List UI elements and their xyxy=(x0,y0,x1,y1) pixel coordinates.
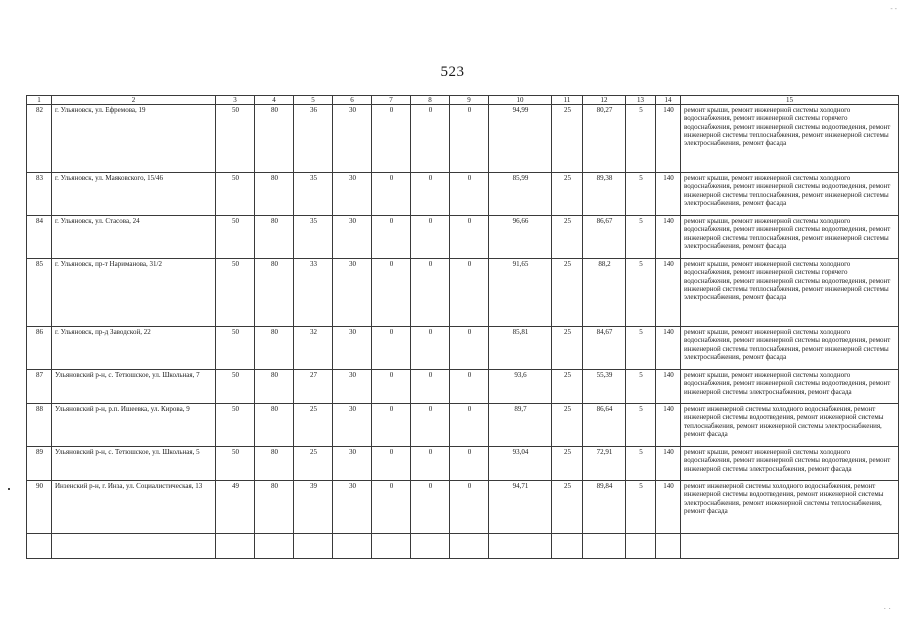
row-number: 82 xyxy=(27,105,52,173)
col-header-5: 5 xyxy=(294,96,333,105)
value-cell-5: 35 xyxy=(294,216,333,259)
value-cell-7: 0 xyxy=(372,105,411,173)
value-cell-12: 72,91 xyxy=(583,447,626,481)
value-cell-14: 140 xyxy=(656,327,681,370)
value-cell-9: 0 xyxy=(450,216,489,259)
value-cell-6: 30 xyxy=(333,105,372,173)
value-cell-11: 25 xyxy=(552,327,583,370)
empty-cell xyxy=(656,534,681,559)
empty-cell xyxy=(411,534,450,559)
value-cell-5: 36 xyxy=(294,105,333,173)
value-cell-10: 91,65 xyxy=(489,259,552,327)
address-cell: г. Ульяновск, пр-д Заводской, 22 xyxy=(52,327,216,370)
value-cell-13: 5 xyxy=(626,173,656,216)
works-cell: ремонт крыши, ремонт инженерной системы холодного водоснабжения, ремонт инженерной системы водоотведения, ремонт инженерной системы электроснабжения, ремонт фасада xyxy=(681,370,899,404)
row-number: 88 xyxy=(27,404,52,447)
col-header-1: 1 xyxy=(27,96,52,105)
value-cell-7: 0 xyxy=(372,447,411,481)
value-cell-12: 89,84 xyxy=(583,481,626,534)
value-cell-4: 80 xyxy=(255,404,294,447)
works-cell: ремонт крыши, ремонт инженерной системы холодного водоснабжения, ремонт инженерной системы водоотведения, ремонт инженерной системы теплоснабжения, ремонт инженерной системы электроснабжения, ремонт фасада xyxy=(681,216,899,259)
value-cell-12: 84,67 xyxy=(583,327,626,370)
row-number: 84 xyxy=(27,216,52,259)
table-row xyxy=(27,259,899,327)
value-cell-10: 94,71 xyxy=(489,481,552,534)
value-cell-6: 30 xyxy=(333,173,372,216)
col-header-2: 2 xyxy=(52,96,216,105)
value-cell-4: 80 xyxy=(255,447,294,481)
value-cell-13: 5 xyxy=(626,259,656,327)
value-cell-6: 30 xyxy=(333,447,372,481)
value-cell-3: 50 xyxy=(216,404,255,447)
works-cell: ремонт крыши, ремонт инженерной системы холодного водоснабжения, ремонт инженерной системы горячего водоснабжения, ремонт инженерной системы водоотведения, ремонт инженерной системы теплоснабжения, ремонт инженерной системы электроснабжения, ремонт фасада xyxy=(681,259,899,327)
value-cell-5: 35 xyxy=(294,173,333,216)
corner-mark-bottom: · · xyxy=(883,604,891,613)
value-cell-10: 94,99 xyxy=(489,105,552,173)
value-cell-9: 0 xyxy=(450,481,489,534)
value-cell-14: 140 xyxy=(656,259,681,327)
value-cell-12: 80,27 xyxy=(583,105,626,173)
value-cell-5: 25 xyxy=(294,447,333,481)
value-cell-12: 55,39 xyxy=(583,370,626,404)
value-cell-11: 25 xyxy=(552,105,583,173)
value-cell-12: 88,2 xyxy=(583,259,626,327)
empty-cell xyxy=(489,534,552,559)
value-cell-3: 49 xyxy=(216,481,255,534)
value-cell-4: 80 xyxy=(255,173,294,216)
address-cell: г. Ульяновск, ул. Стасова, 24 xyxy=(52,216,216,259)
empty-cell xyxy=(52,534,216,559)
value-cell-13: 5 xyxy=(626,481,656,534)
table-row xyxy=(27,447,899,481)
value-cell-10: 93,6 xyxy=(489,370,552,404)
works-cell: ремонт крыши, ремонт инженерной системы холодного водоснабжения, ремонт инженерной системы водоотведения, ремонт инженерной системы теплоснабжения, ремонт инженерной системы электроснабжения, ремонт фасада xyxy=(681,173,899,216)
value-cell-12: 86,67 xyxy=(583,216,626,259)
value-cell-8: 0 xyxy=(411,173,450,216)
value-cell-3: 50 xyxy=(216,105,255,173)
value-cell-8: 0 xyxy=(411,447,450,481)
value-cell-8: 0 xyxy=(411,105,450,173)
value-cell-14: 140 xyxy=(656,370,681,404)
repair-schedule-table xyxy=(26,95,899,559)
value-cell-4: 80 xyxy=(255,105,294,173)
value-cell-13: 5 xyxy=(626,327,656,370)
value-cell-14: 140 xyxy=(656,173,681,216)
empty-cell xyxy=(626,534,656,559)
value-cell-14: 140 xyxy=(656,447,681,481)
value-cell-7: 0 xyxy=(372,370,411,404)
col-header-9: 9 xyxy=(450,96,489,105)
works-cell: ремонт крыши, ремонт инженерной системы холодного водоснабжения, ремонт инженерной системы водоотведения, ремонт инженерной системы теплоснабжения, ремонт инженерной системы электроснабжения, ремонт фасада xyxy=(681,327,899,370)
page-number: 523 xyxy=(440,64,465,80)
value-cell-10: 85,81 xyxy=(489,327,552,370)
address-cell: Ульяновский р-н, с. Тетюшское, ул. Школьная, 7 xyxy=(52,370,216,404)
value-cell-5: 25 xyxy=(294,404,333,447)
value-cell-5: 39 xyxy=(294,481,333,534)
empty-cell xyxy=(333,534,372,559)
value-cell-4: 80 xyxy=(255,327,294,370)
works-cell: ремонт инженерной системы холодного водоснабжения, ремонт инженерной системы водоотведения, ремонт инженерной системы электроснабжения, ремонт инженерной системы теплоснабжения, ремонт фасада xyxy=(681,481,899,534)
value-cell-9: 0 xyxy=(450,370,489,404)
header-row xyxy=(27,96,899,105)
empty-cell xyxy=(27,534,52,559)
table-row xyxy=(27,370,899,404)
value-cell-7: 0 xyxy=(372,216,411,259)
table-row xyxy=(27,105,899,173)
value-cell-11: 25 xyxy=(552,481,583,534)
value-cell-8: 0 xyxy=(411,481,450,534)
value-cell-9: 0 xyxy=(450,447,489,481)
table-row xyxy=(27,173,899,216)
value-cell-14: 140 xyxy=(656,404,681,447)
table-row xyxy=(27,327,899,370)
row-number: 85 xyxy=(27,259,52,327)
row-number: 89 xyxy=(27,447,52,481)
empty-cell xyxy=(552,534,583,559)
value-cell-4: 80 xyxy=(255,370,294,404)
empty-cell xyxy=(681,534,899,559)
value-cell-4: 80 xyxy=(255,259,294,327)
value-cell-6: 30 xyxy=(333,404,372,447)
value-cell-9: 0 xyxy=(450,105,489,173)
value-cell-11: 25 xyxy=(552,173,583,216)
value-cell-10: 85,99 xyxy=(489,173,552,216)
value-cell-9: 0 xyxy=(450,259,489,327)
col-header-8: 8 xyxy=(411,96,450,105)
value-cell-7: 0 xyxy=(372,259,411,327)
value-cell-11: 25 xyxy=(552,447,583,481)
value-cell-6: 30 xyxy=(333,216,372,259)
value-cell-3: 50 xyxy=(216,173,255,216)
value-cell-9: 0 xyxy=(450,173,489,216)
empty-cell xyxy=(583,534,626,559)
value-cell-7: 0 xyxy=(372,173,411,216)
address-cell: г. Ульяновск, ул. Ефремова, 19 xyxy=(52,105,216,173)
value-cell-9: 0 xyxy=(450,327,489,370)
empty-cell xyxy=(294,534,333,559)
value-cell-7: 0 xyxy=(372,404,411,447)
value-cell-8: 0 xyxy=(411,327,450,370)
col-header-6: 6 xyxy=(333,96,372,105)
value-cell-14: 140 xyxy=(656,216,681,259)
works-cell: ремонт инженерной системы холодного водоснабжения, ремонт инженерной системы водоотведения, ремонт инженерной системы теплоснабжения, ремонт инженерной системы электроснабжения, ремонт фасада xyxy=(681,404,899,447)
works-cell: ремонт крыши, ремонт инженерной системы холодного водоснабжения, ремонт инженерной системы горячего водоснабжения, ремонт инженерной системы водоотведения, ремонт инженерной системы теплоснабжения, ремонт инженерной системы электроснабжения, ремонт фасада xyxy=(681,105,899,173)
value-cell-14: 140 xyxy=(656,481,681,534)
value-cell-13: 5 xyxy=(626,447,656,481)
empty-row xyxy=(27,534,899,559)
row-number: 90 xyxy=(27,481,52,534)
value-cell-7: 0 xyxy=(372,327,411,370)
corner-mark-top: - - xyxy=(890,6,897,13)
value-cell-11: 25 xyxy=(552,259,583,327)
col-header-10: 10 xyxy=(489,96,552,105)
row-number: 86 xyxy=(27,327,52,370)
value-cell-8: 0 xyxy=(411,216,450,259)
value-cell-8: 0 xyxy=(411,259,450,327)
value-cell-13: 5 xyxy=(626,216,656,259)
value-cell-4: 80 xyxy=(255,481,294,534)
value-cell-3: 50 xyxy=(216,327,255,370)
value-cell-13: 5 xyxy=(626,370,656,404)
empty-cell xyxy=(255,534,294,559)
value-cell-6: 30 xyxy=(333,481,372,534)
address-cell: Инзенский р-н, г. Инза, ул. Социалистическая, 13 xyxy=(52,481,216,534)
row-number: 83 xyxy=(27,173,52,216)
address-cell: г. Ульяновск, пр-т Нариманова, 31/2 xyxy=(52,259,216,327)
value-cell-8: 0 xyxy=(411,370,450,404)
col-header-14: 14 xyxy=(656,96,681,105)
value-cell-9: 0 xyxy=(450,404,489,447)
col-header-15: 15 xyxy=(681,96,899,105)
address-cell: Ульяновский р-н, р.п. Ишеевка, ул. Кирова, 9 xyxy=(52,404,216,447)
value-cell-5: 33 xyxy=(294,259,333,327)
table-row xyxy=(27,481,899,534)
value-cell-4: 80 xyxy=(255,216,294,259)
value-cell-6: 30 xyxy=(333,259,372,327)
address-cell: г. Ульяновск, ул. Маяковского, 15/46 xyxy=(52,173,216,216)
value-cell-8: 0 xyxy=(411,404,450,447)
value-cell-3: 50 xyxy=(216,216,255,259)
col-header-11: 11 xyxy=(552,96,583,105)
row-number: 87 xyxy=(27,370,52,404)
value-cell-6: 30 xyxy=(333,327,372,370)
value-cell-13: 5 xyxy=(626,404,656,447)
col-header-7: 7 xyxy=(372,96,411,105)
value-cell-11: 25 xyxy=(552,216,583,259)
table-row xyxy=(27,404,899,447)
value-cell-11: 25 xyxy=(552,404,583,447)
col-header-13: 13 xyxy=(626,96,656,105)
empty-cell xyxy=(450,534,489,559)
value-cell-10: 93,04 xyxy=(489,447,552,481)
value-cell-10: 96,66 xyxy=(489,216,552,259)
col-header-12: 12 xyxy=(583,96,626,105)
empty-cell xyxy=(216,534,255,559)
value-cell-7: 0 xyxy=(372,481,411,534)
value-cell-13: 5 xyxy=(626,105,656,173)
value-cell-12: 86,64 xyxy=(583,404,626,447)
value-cell-3: 50 xyxy=(216,447,255,481)
value-cell-11: 25 xyxy=(552,370,583,404)
value-cell-10: 89,7 xyxy=(489,404,552,447)
empty-cell xyxy=(372,534,411,559)
value-cell-5: 32 xyxy=(294,327,333,370)
address-cell: Ульяновский р-н, с. Тетюшское, ул. Школьная, 5 xyxy=(52,447,216,481)
table-row xyxy=(27,216,899,259)
value-cell-3: 50 xyxy=(216,259,255,327)
value-cell-14: 140 xyxy=(656,105,681,173)
works-cell: ремонт крыши, ремонт инженерной системы холодного водоснабжения, ремонт инженерной системы водоотведения, ремонт инженерной системы электроснабжения, ремонт фасада xyxy=(681,447,899,481)
value-cell-12: 89,38 xyxy=(583,173,626,216)
col-header-3: 3 xyxy=(216,96,255,105)
value-cell-6: 30 xyxy=(333,370,372,404)
value-cell-5: 27 xyxy=(294,370,333,404)
col-header-4: 4 xyxy=(255,96,294,105)
margin-dot xyxy=(8,488,10,490)
value-cell-3: 50 xyxy=(216,370,255,404)
